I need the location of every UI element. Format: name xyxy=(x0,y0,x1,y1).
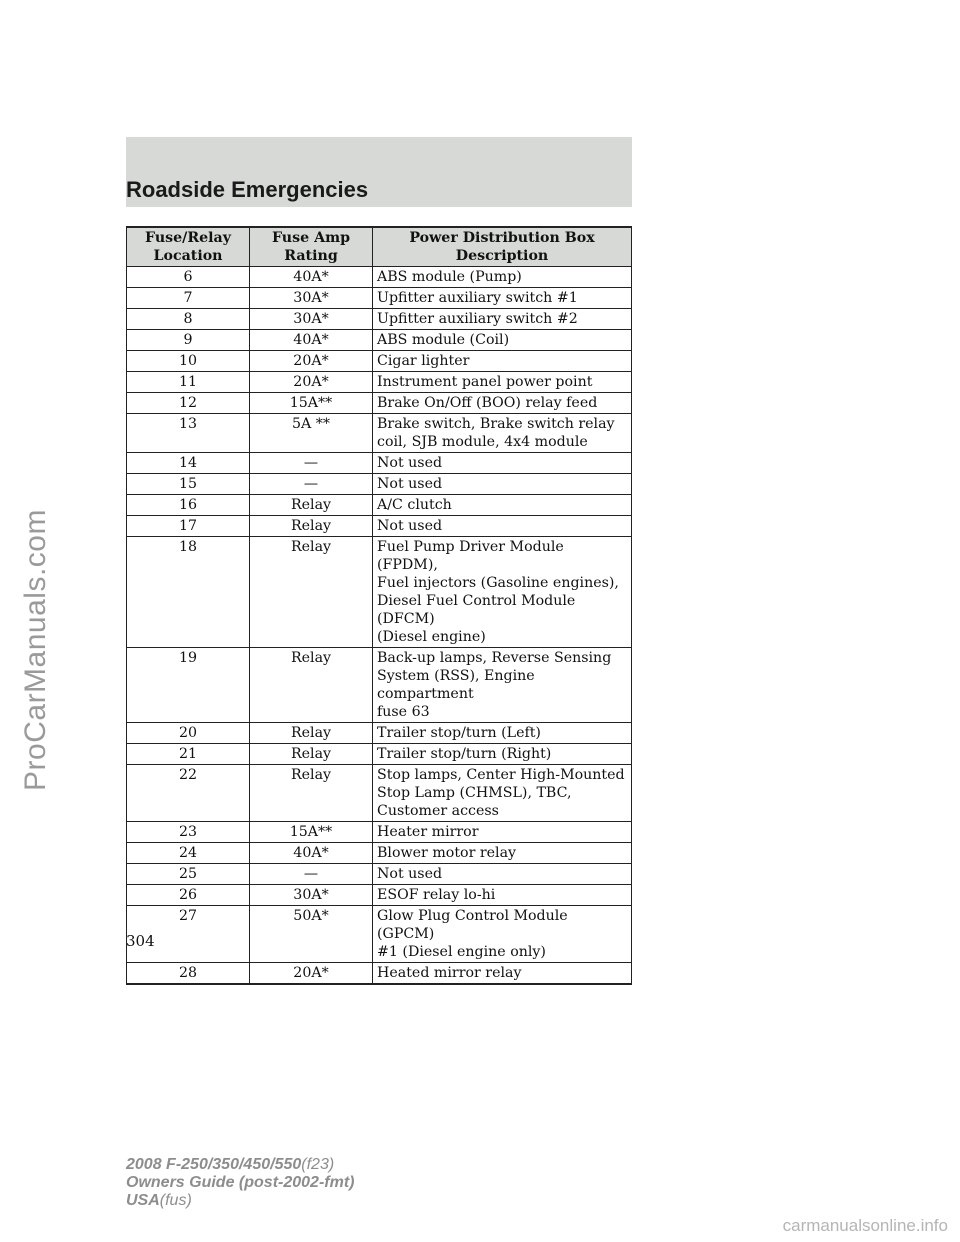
table-row xyxy=(127,309,632,330)
description-line: Cigar lighter xyxy=(377,353,470,369)
footer-line-2: Owners Guide (post-2002-fmt) xyxy=(126,1174,355,1191)
cell-location: 13 xyxy=(127,414,250,453)
cell-description xyxy=(373,372,632,393)
cell-description xyxy=(373,537,632,648)
table-row xyxy=(127,372,632,393)
table-row xyxy=(127,765,632,822)
description-line: fuse 63 xyxy=(377,704,430,720)
cell-description xyxy=(373,474,632,495)
description-line: Glow Plug Control Module (GPCM) xyxy=(377,908,568,942)
cell-location: 17 xyxy=(127,516,250,537)
description-line: ABS module (Coil) xyxy=(377,332,510,348)
bottom-watermark: carmanualsonline.info xyxy=(782,1216,948,1235)
cell-description xyxy=(373,453,632,474)
description-line: Trailer stop/turn (Left) xyxy=(377,725,541,741)
description-line: Instrument panel power point xyxy=(377,374,593,390)
cell-location: 27 xyxy=(127,906,250,963)
description-line: ABS module (Pump) xyxy=(377,269,522,285)
cell-rating: — xyxy=(250,474,373,495)
description-line: Upfitter auxiliary switch #1 xyxy=(377,290,578,306)
cell-description xyxy=(373,267,632,288)
description-line: Not used xyxy=(377,866,443,882)
cell-rating: — xyxy=(250,864,373,885)
cell-rating: 40A* xyxy=(250,330,373,351)
cell-description xyxy=(373,393,632,414)
description-line: Brake On/Off (BOO) relay feed xyxy=(377,395,598,411)
cell-location: 22 xyxy=(127,765,250,822)
cell-rating: Relay xyxy=(250,723,373,744)
table-row xyxy=(127,414,632,453)
cell-rating: 40A* xyxy=(250,843,373,864)
header-location: Fuse/Relay Location xyxy=(127,227,250,267)
table-row xyxy=(127,723,632,744)
cell-description xyxy=(373,906,632,963)
cell-rating: 30A* xyxy=(250,309,373,330)
cell-rating: 20A* xyxy=(250,963,373,985)
description-line: A/C clutch xyxy=(377,497,452,513)
cell-location: 6 xyxy=(127,267,250,288)
table-row xyxy=(127,822,632,843)
description-line: Heated mirror relay xyxy=(377,965,522,981)
table-row xyxy=(127,864,632,885)
cell-description xyxy=(373,414,632,453)
cell-location: 8 xyxy=(127,309,250,330)
footer-line-1: 2008 F-250/350/450/550(f23) xyxy=(126,1156,335,1173)
description-line: #1 (Diesel engine only) xyxy=(377,944,546,960)
cell-rating: 20A* xyxy=(250,372,373,393)
description-line: Trailer stop/turn (Right) xyxy=(377,746,552,762)
cell-location: 16 xyxy=(127,495,250,516)
description-line: Not used xyxy=(377,476,443,492)
description-line: Not used xyxy=(377,518,443,534)
cell-location: 24 xyxy=(127,843,250,864)
table-row xyxy=(127,648,632,723)
cell-description xyxy=(373,864,632,885)
cell-location: 7 xyxy=(127,288,250,309)
cell-location: 14 xyxy=(127,453,250,474)
description-line: ESOF relay lo-hi xyxy=(377,887,496,903)
cell-location: 10 xyxy=(127,351,250,372)
table-row xyxy=(127,906,632,963)
cell-rating: Relay xyxy=(250,495,373,516)
cell-description xyxy=(373,495,632,516)
cell-description xyxy=(373,885,632,906)
cell-location: 26 xyxy=(127,885,250,906)
cell-rating: 5A ** xyxy=(250,414,373,453)
cell-rating: Relay xyxy=(250,648,373,723)
description-line: (Diesel engine) xyxy=(377,629,486,645)
description-line: Blower motor relay xyxy=(377,845,517,861)
section-title: Roadside Emergencies xyxy=(126,177,369,202)
cell-location: 18 xyxy=(127,537,250,648)
cell-description xyxy=(373,744,632,765)
cell-description xyxy=(373,963,632,985)
cell-location: 28 xyxy=(127,963,250,985)
fuse-table-header-row xyxy=(127,227,632,267)
footer-line-3: USA(fus) xyxy=(126,1192,192,1209)
cell-location: 12 xyxy=(127,393,250,414)
description-line: Stop lamps, Center High-Mounted xyxy=(377,767,625,783)
cell-description xyxy=(373,351,632,372)
cell-rating: Relay xyxy=(250,516,373,537)
cell-rating: 50A* xyxy=(250,906,373,963)
fuse-table-body xyxy=(127,267,632,985)
table-row xyxy=(127,393,632,414)
cell-description xyxy=(373,822,632,843)
side-watermark xyxy=(6,500,66,800)
cell-description xyxy=(373,309,632,330)
table-row xyxy=(127,351,632,372)
table-row xyxy=(127,267,632,288)
cell-rating: 15A** xyxy=(250,822,373,843)
cell-rating: 40A* xyxy=(250,267,373,288)
table-row xyxy=(127,516,632,537)
description-line: Not used xyxy=(377,455,443,471)
header-rating: Fuse Amp Rating xyxy=(250,227,373,267)
description-line: Fuel Pump Driver Module (FPDM), xyxy=(377,539,564,573)
table-row xyxy=(127,537,632,648)
header-description: Power Distribution Box Description xyxy=(373,227,632,267)
table-row xyxy=(127,744,632,765)
cell-location: 9 xyxy=(127,330,250,351)
table-row xyxy=(127,453,632,474)
description-line: Customer access xyxy=(377,803,499,819)
cell-description xyxy=(373,843,632,864)
cell-description xyxy=(373,330,632,351)
cell-rating: 30A* xyxy=(250,288,373,309)
description-line: Stop Lamp (CHMSL), TBC, xyxy=(377,785,572,801)
cell-location: 11 xyxy=(127,372,250,393)
cell-rating: 15A** xyxy=(250,393,373,414)
cell-rating: Relay xyxy=(250,765,373,822)
description-line: Back-up lamps, Reverse Sensing xyxy=(377,650,612,666)
cell-description xyxy=(373,648,632,723)
cell-description xyxy=(373,516,632,537)
cell-location: 15 xyxy=(127,474,250,495)
footer xyxy=(126,1156,354,1210)
section-header xyxy=(126,137,632,207)
description-line: Heater mirror xyxy=(377,824,479,840)
cell-rating: Relay xyxy=(250,744,373,765)
table-row xyxy=(127,495,632,516)
table-row xyxy=(127,288,632,309)
cell-location: 25 xyxy=(127,864,250,885)
cell-description xyxy=(373,765,632,822)
cell-rating: 20A* xyxy=(250,351,373,372)
fuse-table xyxy=(126,226,632,985)
description-line: coil, SJB module, 4x4 module xyxy=(377,434,588,450)
side-watermark-text: ProCarManuals.com xyxy=(19,509,52,791)
table-row xyxy=(127,330,632,351)
cell-rating: Relay xyxy=(250,537,373,648)
table-row xyxy=(127,843,632,864)
cell-description xyxy=(373,723,632,744)
page-number: 304 xyxy=(126,932,155,950)
cell-rating: — xyxy=(250,453,373,474)
description-line: Diesel Fuel Control Module (DFCM) xyxy=(377,593,576,627)
description-line: Upfitter auxiliary switch #2 xyxy=(377,311,578,327)
description-line: Brake switch, Brake switch relay xyxy=(377,416,615,432)
cell-location: 21 xyxy=(127,744,250,765)
description-line: System (RSS), Engine compartment xyxy=(377,668,535,702)
table-row xyxy=(127,963,632,985)
cell-rating: 30A* xyxy=(250,885,373,906)
cell-location: 23 xyxy=(127,822,250,843)
cell-description xyxy=(373,288,632,309)
cell-location: 19 xyxy=(127,648,250,723)
cell-location: 20 xyxy=(127,723,250,744)
table-row xyxy=(127,474,632,495)
table-row xyxy=(127,885,632,906)
description-line: Fuel injectors (Gasoline engines), xyxy=(377,575,619,591)
